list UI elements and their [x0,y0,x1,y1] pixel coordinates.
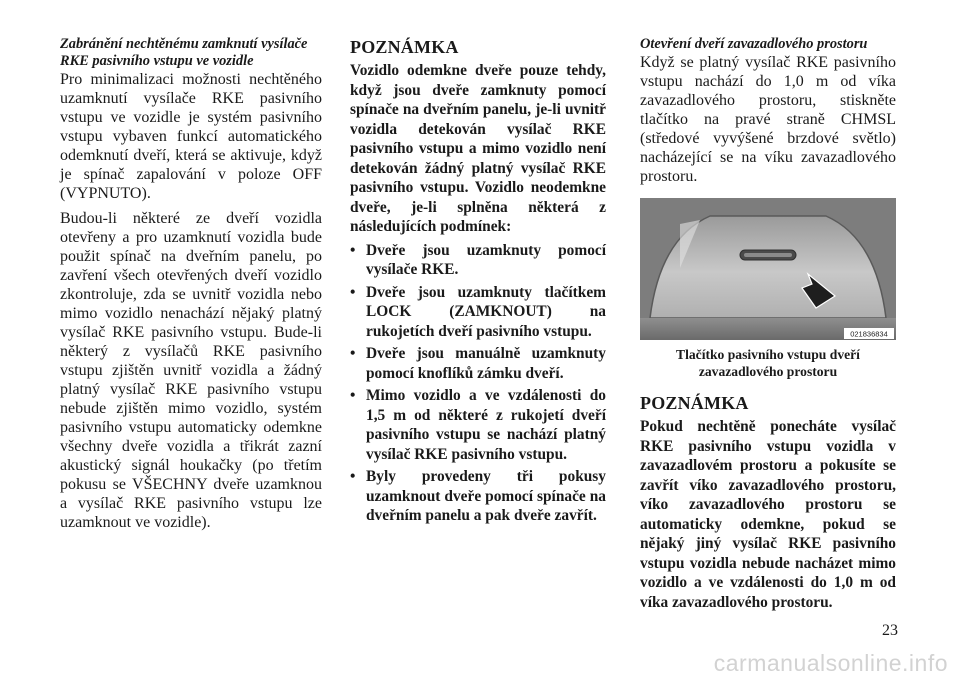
note-text: Vozidlo odemkne dveře pouze tehdy, když jsou dveře zamknuty pomocí spínače na dveřním panelu, je-li uvnitř vozidla detekován vysílač RKE pasivního vstupu a mimo vozidlo není detekován žádný platný vysílač RKE pasivního vstupu. Vozidlo neodemkne dveře, je-li splněna některá z následujících podmínek: [350,62,606,235]
watermark: carmanualsonline.info [713,650,948,676]
condition-list [350,241,606,526]
list-item: • Mimo vozidlo a ve vzdálenosti do 1,5 m od některé z rukojetí dveří pasivního vstupu se nachází platný vysílač RKE pasivního vstupu. [350,386,606,464]
trunk-figure [640,198,896,340]
section-heading: Zabránění nechtěnému zamknutí vysílače RKE pasivního vstupu ve vozidle [60,36,308,69]
section-heading: Otevření dveří zavazadlového prostoru [640,36,868,52]
trunk-illustration [640,198,896,340]
column-left [60,36,322,532]
list-item: • Dveře jsou uzamknuty pomocí vysílače RKE. [350,241,606,280]
figure-caption: Tlačítko pasivního vstupu dveří zavazadlového prostoru [676,347,860,379]
note-heading: POZNÁMKA [350,37,459,57]
figure-code: 021836834 [850,329,888,339]
note-heading: POZNÁMKA [640,393,749,413]
column-middle [350,36,606,529]
paragraph: Když se platný vysílač RKE pasivního vstupu nachází do 1,0 m od víka zavazadlového prostoru, stiskněte tlačítko na pravé straně CHMSL (středové vyvýšené brzdové světlo) nacházející se na víku zavazadlového prostoru. [640,54,896,185]
list-item: • Dveře jsou uzamknuty tlačítkem LOCK (ZAMKNOUT) na rukojetích dveří pasivního vstupu. [350,283,606,342]
list-item: • Dveře jsou manuálně uzamknuty pomocí knoflíků zámku dveří. [350,344,606,383]
paragraph: Budou-li některé ze dveří vozidla otevřeny a pro uzamknutí vozidla bude použit spínač na dveřním panelu, po zavření všech otevřených dveří vozidlo zkontroluje, zda se uvnitř vozidla nebo mimo vozidlo nenachází nějaký platný vysílač RKE pasivního vstupu. Bude-li některý z vysílačů RKE pasivního vstupu zjištěn uvnitř vozidla a žádný platný vysílač RKE pasivního vstupu nebude zjištěn mimo vozidlo, systém pasivního vstupu automaticky odemkne všechny dveře vozidla a třikrát zazní akustický signál houkačky (po třetím pokusu se VŠECHNY dveře uzamknou a vysílač RKE pasivního vstupu lze uzamknout ve vozidle). [60,210,322,531]
page-number: 23 [882,622,898,639]
list-item: • Byly provedeny tři pokusy uzamknout dveře pomocí spínače na dveřním panelu a pak dveře zavřít. [350,467,606,526]
paragraph: Pro minimalizaci možnosti nechtěného uzamknutí vysílače RKE pasivního vstupu ve vozidle je systém pasivního vstupu vybaven funkcí automatického odemknutí dveří, která se aktivuje, když je spínač zapalování v poloze OFF (VYPNUTO). [60,71,322,202]
note-text: Pokud nechtěně ponecháte vysílač RKE pasivního vstupu vozidla v zavazadlovém prostoru a pokusíte se zavřít víko zavazadlového prostoru, víko zavazadlového prostoru se automaticky odemkne, pokud se nějaký jiný vysílač RKE pasivního vstupu vozidla nebude nacházet mimo vozidlo a ve vzdálenosti do 1,0 m od víka zavazadlového prostoru. [640,418,896,611]
column-right [640,36,896,612]
